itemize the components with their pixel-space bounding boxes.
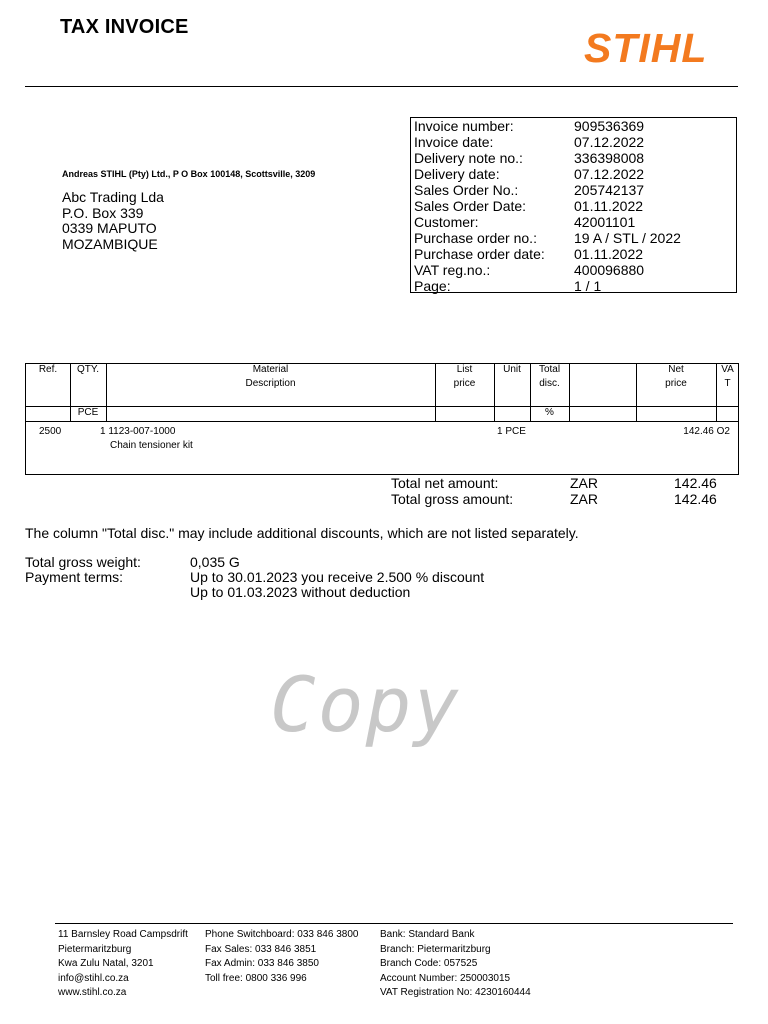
document-title: TAX INVOICE	[60, 16, 189, 38]
info-row-invoice-number	[414, 118, 644, 134]
header-row-divider	[26, 421, 738, 422]
col-header-list-line2: price	[453, 378, 476, 389]
footer-line: VAT Registration No: 4230160444	[380, 987, 531, 998]
info-row-vat-reg	[414, 262, 644, 278]
info-label: Invoice number:	[414, 118, 514, 134]
info-value: 909536369	[574, 118, 645, 134]
info-value: 07.12.2022	[574, 166, 645, 182]
col-header-material	[106, 363, 435, 391]
info-row-delivery-note	[414, 150, 644, 166]
col-header-list-line1: List	[456, 364, 473, 375]
col-header-qty: QTY.	[76, 364, 100, 375]
footer-line: Branch: Pietermaritzburg	[380, 943, 491, 955]
info-label: Page:	[414, 278, 451, 294]
info-value: 19 A / STL / 2022	[574, 230, 681, 246]
col-header-net-line2: price	[665, 378, 687, 389]
info-value: 400096880	[574, 262, 645, 278]
info-row-purchase-order-date	[414, 246, 643, 262]
footer-divider	[55, 923, 733, 924]
header-row-divider	[26, 406, 738, 407]
disc-unit-label: %	[545, 407, 554, 418]
recipient-line: 0339 MAPUTO	[62, 220, 157, 236]
info-label: Purchase order date:	[414, 246, 545, 262]
info-value: 07.12.2022	[574, 134, 645, 150]
recipient-line: Abc Trading Lda	[62, 189, 164, 205]
col-header-list-price	[435, 363, 494, 391]
info-row-purchase-order-no	[414, 230, 681, 246]
invoice-info-box	[410, 117, 737, 293]
line-items-table	[25, 363, 739, 475]
total-gross-currency: ZAR	[570, 491, 598, 507]
recipient-line: P.O. Box 339	[62, 204, 144, 221]
footer-line: Fax Sales: 033 846 3851	[205, 943, 317, 955]
stihl-logo: STIHL	[584, 25, 708, 71]
total-gross-amount: 142.46	[674, 491, 717, 507]
weight-label: Total gross weight:	[25, 554, 141, 570]
recipient-address	[62, 190, 164, 252]
row-unit: 1 PCE	[497, 426, 526, 437]
col-header-material-line1: Material	[252, 364, 289, 375]
col-header-disc-line1: Total	[538, 364, 561, 375]
col-header-disc-line2: disc.	[539, 378, 560, 389]
col-header-unit: Unit	[503, 364, 521, 375]
footer-line: Pietermaritzburg	[58, 943, 132, 955]
footer-website-link[interactable]: www.stihl.co.za	[58, 987, 127, 998]
row-net-vat: 142.46 O2	[683, 426, 730, 437]
total-net-currency: ZAR	[570, 475, 598, 491]
col-header-material-line2: Description	[245, 378, 296, 389]
info-label: VAT reg.no.:	[414, 262, 491, 278]
discount-note: The column "Total disc." may include additional discounts, which are not listed separately.	[25, 525, 579, 541]
footer-phone	[205, 928, 358, 986]
col-header-total-disc	[530, 363, 569, 391]
col-header-net-price	[636, 363, 716, 391]
footer-line: Phone Switchboard: 033 846 3800	[205, 929, 359, 940]
footer-email-link[interactable]: info@stihl.co.za	[58, 972, 129, 984]
info-value: 1 / 1	[574, 278, 602, 294]
info-label: Sales Order Date:	[414, 198, 527, 214]
footer-line: Bank: Standard Bank	[380, 929, 475, 940]
footer-line: Fax Admin: 033 846 3850	[205, 958, 319, 969]
header-divider	[25, 86, 738, 87]
total-gross-label: Total gross amount:	[391, 491, 514, 507]
footer-bank	[380, 928, 531, 1001]
info-value: 01.11.2022	[574, 246, 644, 262]
copy-watermark: Copy	[270, 660, 462, 749]
info-row-customer	[414, 214, 635, 230]
info-label: Sales Order No.:	[414, 182, 519, 198]
info-row-sales-order-no	[414, 182, 644, 198]
payment-terms-line2: Up to 01.03.2023 without deduction	[190, 584, 411, 600]
footer-line: Account Number: 250003015	[380, 972, 511, 984]
col-header-vat-line2: T	[724, 378, 731, 389]
col-header-vat-line1: VA	[721, 364, 734, 375]
info-value: 205742137	[574, 182, 645, 198]
info-label: Delivery date:	[414, 166, 500, 182]
info-row-delivery-date	[414, 166, 644, 182]
payment-terms-line1: Up to 30.01.2023 you receive 2.500 % discount	[190, 569, 485, 585]
payment-terms-label: Payment terms:	[25, 569, 124, 585]
col-header-vat	[716, 363, 739, 391]
info-label: Delivery note no.:	[414, 150, 523, 166]
row-description: Chain tensioner kit	[110, 440, 193, 451]
col-header-ref: Ref.	[38, 364, 58, 375]
total-net-label: Total net amount:	[391, 475, 499, 491]
info-value: 01.11.2022	[574, 198, 644, 214]
sender-address-line: Andreas STIHL (Pty) Ltd., P O Box 100148, Scottsville, 3209	[62, 169, 316, 179]
info-row-invoice-date	[414, 134, 644, 150]
footer-line: Branch Code: 057525	[380, 958, 478, 969]
info-row-sales-order-date	[414, 198, 643, 214]
column-divider	[569, 364, 570, 422]
weight-value: 0,035 G	[190, 554, 240, 570]
row-ref: 2500	[39, 426, 62, 437]
footer-line: Kwa Zulu Natal, 3201	[58, 958, 154, 969]
info-value: 336398008	[574, 150, 645, 166]
info-row-page	[414, 278, 601, 294]
info-value: 42001101	[574, 214, 636, 230]
footer-address	[58, 928, 188, 1001]
row-qty-material: 1 1123-007-1000	[100, 426, 176, 437]
info-label: Invoice date:	[414, 134, 494, 150]
footer-line: 11 Barnsley Road Campsdrift	[58, 929, 188, 940]
qty-unit-label: PCE	[77, 407, 99, 418]
info-label: Purchase order no.:	[414, 230, 537, 246]
info-label: Customer:	[414, 214, 479, 230]
col-header-net-line1: Net	[668, 364, 684, 375]
recipient-line: MOZAMBIQUE	[62, 235, 158, 252]
footer-line: Toll free: 0800 336 996	[205, 972, 307, 984]
total-net-amount: 142.46	[674, 475, 717, 491]
